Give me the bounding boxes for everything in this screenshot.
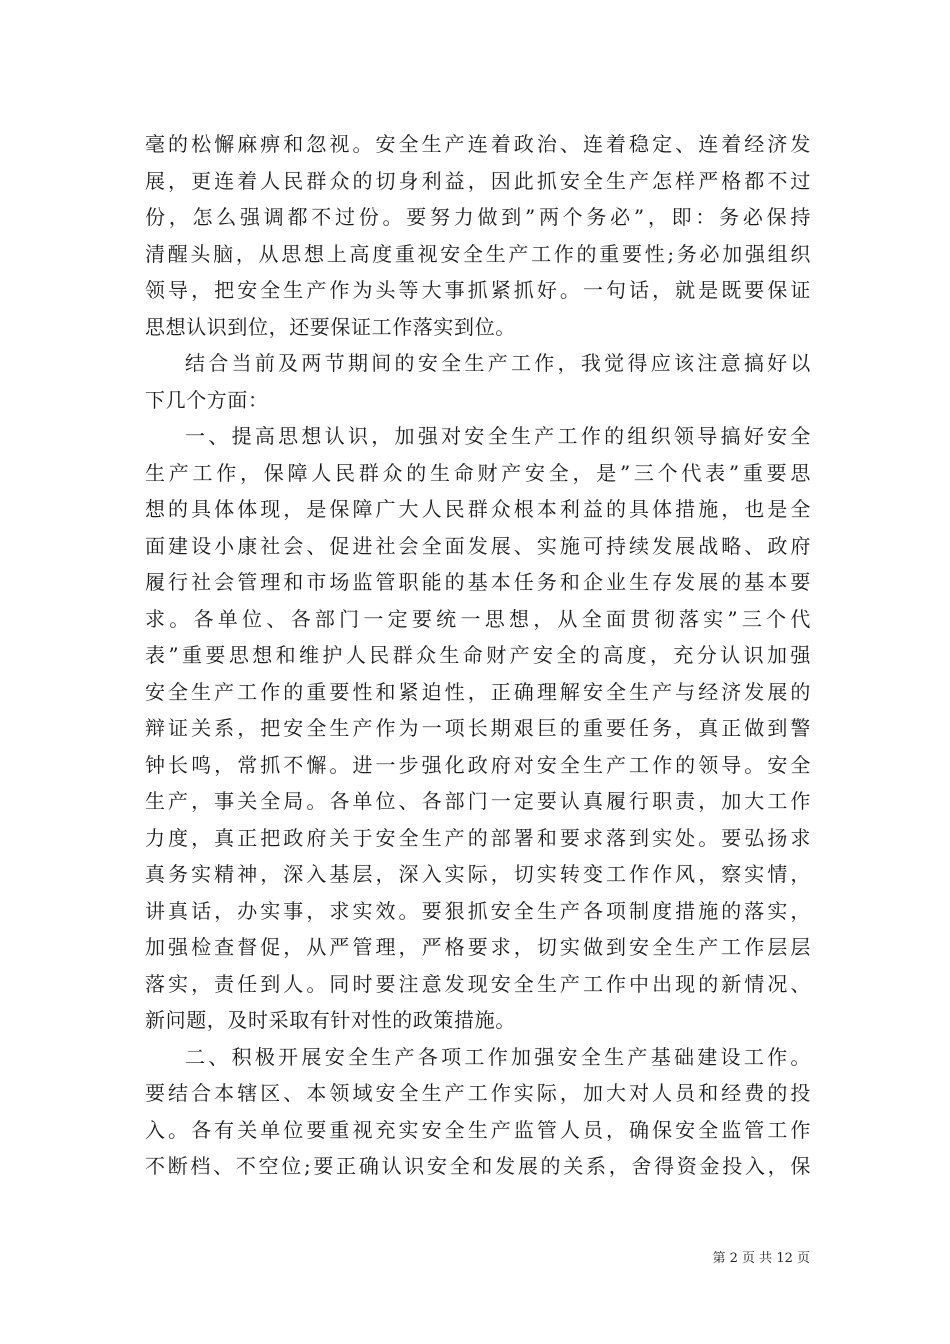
page-number: 第 2 页 共 12 页: [712, 1251, 810, 1266]
text-line: 生产工作，保障人民群众的生命财产安全，是”三个代表”重要思: [145, 460, 811, 485]
text-line: 要结合本辖区、本领域安全生产工作实际，加大对人员和经费的投: [145, 1081, 811, 1105]
text-line: 求。各单位、各部门一定要统一思想，从全面贯彻落实”三个代: [145, 606, 811, 631]
text-line: 份，怎么强调都不过份。要努力做到”两个务必”，即：务必保持: [145, 205, 811, 229]
text-line: 展，更连着人民群众的切身利益，因此抓安全生产怎样严格都不过: [145, 168, 811, 193]
text-line: 毫的松懈麻痹和忽视。安全生产连着政治、连着稳定、连着经济发: [145, 132, 811, 156]
section-heading-line: 一、提高思想认识，加强对安全生产工作的组织领导搞好安全: [185, 424, 811, 448]
text-line: 加强检查督促，从严管理，严格要求，切实做到安全生产工作层层: [145, 935, 811, 959]
text-line: 领导，把安全生产作为头等大事抓紧抓好。一句话，就是既要保证: [145, 278, 811, 302]
text-line: 生产，事关全局。各单位、各部门一定要认真履行职责，加大工作: [145, 789, 811, 813]
text-line: 讲真话，办实事，求实效。要狠抓安全生产各项制度措施的落实，: [145, 898, 811, 923]
text-line: 入。各有关单位要重视充实安全生产监管人员，确保安全监管工作: [145, 1117, 811, 1142]
text-line: 钟长鸣，常抓不懈。进一步强化政府对安全生产工作的领导。安全: [145, 752, 811, 777]
text-line: 不断档、不空位;要正确认识安全和发展的关系，舍得资金投入，保: [145, 1154, 811, 1178]
text-line: 履行社会管理和市场监管职能的基本任务和企业生存发展的基本要: [145, 570, 811, 594]
text-line: 想的具体体现，是保障广大人民群众根本利益的具体措施，也是全: [145, 497, 811, 521]
text-line: 思想认识到位，还要保证工作落实到位。: [145, 314, 516, 339]
text-line: 安全生产工作的重要性和紧迫性，正确理解安全生产与经济发展的: [145, 679, 811, 704]
text-line: 力度，真正把政府关于安全生产的部署和要求落到实处。要弘扬求: [145, 825, 811, 850]
text-line: 真务实精神，深入基层，深入实际，切实转变工作作风，察实情，: [145, 862, 811, 886]
body-text: [145, 126, 811, 1185]
text-line: 新问题，及时采取有针对性的政策措施。: [145, 1008, 516, 1032]
text-line: 面建设小康社会、促进社会全面发展、实施可持续发展战略、政府: [145, 533, 811, 558]
text-line: 辩证关系，把安全生产作为一项长期艰巨的重要任务，真正做到警: [145, 716, 811, 740]
text-line: 表”重要思想和维护人民群众生命财产安全的高度，充分认识加强: [145, 643, 811, 667]
text-line: 下几个方面：: [145, 387, 269, 412]
paragraph-start-line: 结合当前及两节期间的安全生产工作，我觉得应该注意搞好以: [185, 351, 811, 375]
text-line: 清醒头脑，从思想上高度重视安全生产工作的重要性;务必加强组织: [145, 241, 811, 266]
section-heading-line: 二、积极开展安全生产各项工作加强安全生产基础建设工作。: [185, 1044, 811, 1069]
text-line: 落实，责任到人。同时要注意发现安全生产工作中出现的新情况、: [145, 971, 811, 996]
